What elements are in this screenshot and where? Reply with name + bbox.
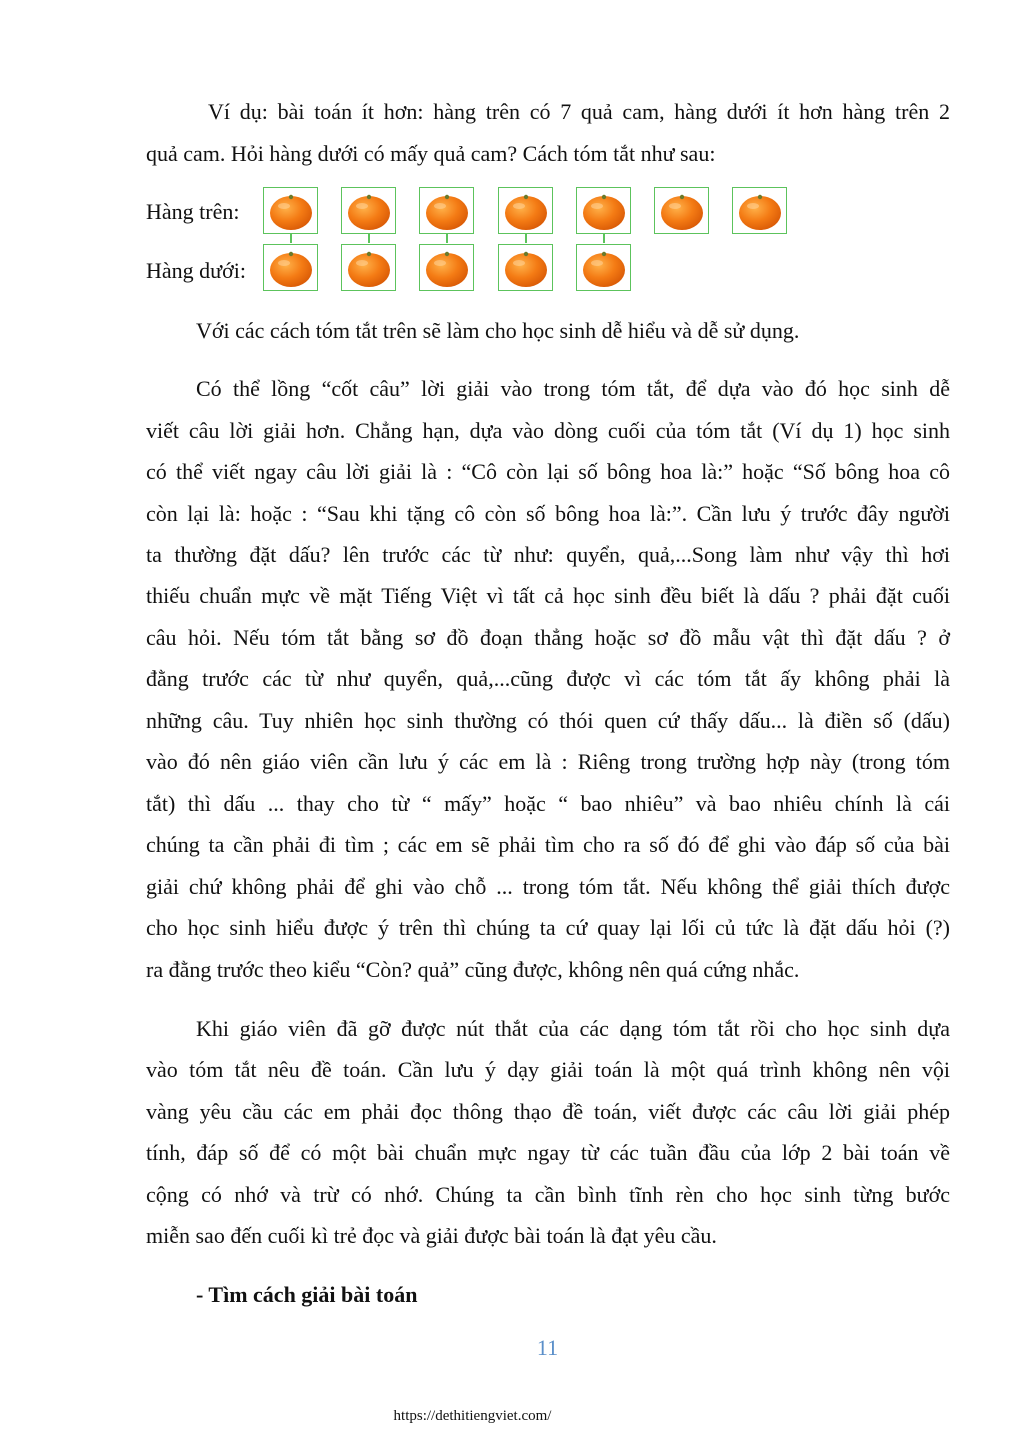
bottom-row-orange-box	[341, 244, 396, 291]
top-row-orange-box	[263, 187, 318, 234]
top-row-orange-box	[341, 187, 396, 234]
orange-icon	[503, 191, 549, 231]
paragraph1-line: cho học sinh hiểu được ý trên thì chúng ta cứ quay lại lối củ tức là đặt dấu hỏi (?)	[146, 915, 950, 940]
paragraph1-line: thiếu chuẩn mực về mặt Tiếng Việt vì tất cả học sinh đều biết là dấu ? phải đặt cuối	[146, 583, 950, 608]
orange-icon	[346, 248, 392, 288]
bottom-row-orange-box	[576, 244, 631, 291]
summary-sentence: Với các cách tóm tắt trên sẽ làm cho học sinh dễ hiểu và dễ sử dụng.	[196, 318, 800, 343]
paragraph2-line: vàng yêu cầu các em phải đọc thông thạo đề toán, viết được các câu lời giải phép	[146, 1099, 950, 1124]
paragraph2-line: miễn sao đến cuối kì trẻ đọc và giải được bài toán là đạt yêu cầu.	[146, 1223, 717, 1248]
bottom-row-orange-box	[263, 244, 318, 291]
paragraph1-line: Có thể lồng “cốt câu” lời giải vào trong tóm tắt, để dựa vào đó học sinh dễ	[196, 376, 950, 401]
orange-icon	[581, 191, 627, 231]
bottom-row-orange-box	[419, 244, 474, 291]
paragraph1-line: câu hỏi. Nếu tóm tắt bằng sơ đồ đoạn thẳng hoặc sơ đồ mẫu vật thì đặt dấu ? ở	[146, 625, 950, 650]
top-row-label: Hàng trên:	[146, 199, 240, 224]
orange-icon	[424, 191, 470, 231]
paragraph2-line: cộng có nhớ và trừ có nhớ. Chúng ta cần bình tĩnh rèn cho học sinh từng bước	[146, 1182, 950, 1207]
paragraph1-line: viết câu lời giải hơn. Chẳng hạn, dựa vào dòng cuối của tóm tắt (Ví dụ 1) học sinh	[146, 418, 950, 443]
orange-icon	[268, 248, 314, 288]
example-intro-line-1: Ví dụ: bài toán ít hơn: hàng trên có 7 quả cam, hàng dưới ít hơn hàng trên 2	[208, 99, 950, 124]
match-connector	[368, 234, 370, 243]
page-number: 11	[536, 1335, 559, 1360]
paragraph1-line: chúng ta cần phải đi tìm ; các em sẽ phải tìm cho ra số đó để ghi vào đáp số của bài	[146, 832, 950, 857]
paragraph2-line: tính, đáp số để có một bài chuẩn mực ngay từ các tuần đầu của lớp 2 bài toán về	[146, 1140, 950, 1165]
orange-icon	[346, 191, 392, 231]
paragraph2-line: vào tóm tắt nêu đề toán. Cần lưu ý dạy giải toán là một quá trình không nên vội	[146, 1057, 950, 1082]
top-row-orange-box	[498, 187, 553, 234]
top-row-orange-box	[576, 187, 631, 234]
match-connector	[290, 234, 292, 243]
paragraph1-line: tắt) thì dấu ... thay cho từ “ mấy” hoặc “ bao nhiêu” và bao nhiêu chính là cái	[146, 791, 950, 816]
example-intro-line-2: quả cam. Hỏi hàng dưới có mấy quả cam? Cách tóm tắt như sau:	[146, 141, 716, 166]
orange-icon	[737, 191, 783, 231]
orange-icon	[503, 248, 549, 288]
match-connector	[603, 234, 605, 243]
match-connector	[446, 234, 448, 243]
paragraph1-line: đằng trước các từ như quyển, quả,...cũng được vì các tóm tắt ấy không phải là	[146, 666, 950, 691]
match-connector	[525, 234, 527, 243]
footer-url[interactable]: https://dethitiengviet.com/	[393, 1408, 552, 1424]
section-heading: - Tìm cách giải bài toán	[196, 1282, 418, 1307]
orange-icon	[424, 248, 470, 288]
paragraph1-line: vào đó nên giáo viên cần lưu ý các em là : Riêng trong trường hợp này (trong tóm	[146, 749, 950, 774]
orange-icon	[659, 191, 705, 231]
top-row-orange-box	[732, 187, 787, 234]
top-row-orange-box	[654, 187, 709, 234]
bottom-row-orange-box	[498, 244, 553, 291]
paragraph1-line: giải chứ không phải để ghi vào chỗ ... trong tóm tắt. Nếu không thể giải thích được	[146, 874, 950, 899]
bottom-row-label: Hàng dưới:	[146, 258, 246, 283]
paragraph1-line: ta thường đặt dấu? lên trước các từ như: quyển, quả,...Song làm như vậy thì hơi	[146, 542, 950, 567]
paragraph1-line: có thể viết ngay câu lời giải là : “Cô còn lại số bông hoa là:” hoặc “Số bông hoa cô	[146, 459, 950, 484]
orange-icon	[268, 191, 314, 231]
top-row-orange-box	[419, 187, 474, 234]
paragraph1-line: còn lại là: hoặc : “Sau khi tặng cô còn số bông hoa là:”. Cần lưu ý trước đây người	[146, 501, 950, 526]
paragraph1-line: ra đằng trước theo kiểu “Còn? quả” cũng được, không nên quá cứng nhắc.	[146, 957, 800, 982]
paragraph2-line: Khi giáo viên đã gỡ được nút thắt của các dạng tóm tắt rồi cho học sinh dựa	[196, 1016, 950, 1041]
orange-icon	[581, 248, 627, 288]
paragraph1-line: những câu. Tuy nhiên học sinh thường có thói quen cứ thấy dấu... là điền số (dấu)	[146, 708, 950, 733]
